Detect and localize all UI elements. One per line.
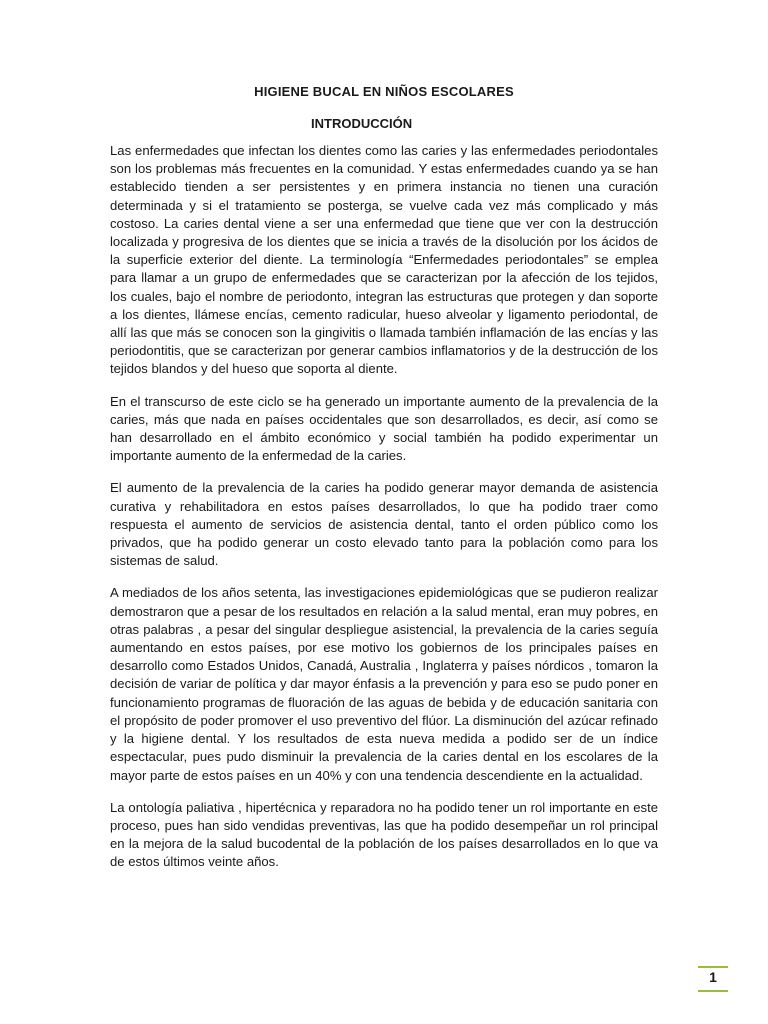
body-text	[110, 142, 658, 886]
page-number-rule-top	[698, 966, 728, 968]
page-number-rule-bottom	[698, 990, 728, 992]
paragraph-5: La ontología paliativa , hipertécnica y reparadora no ha podido tener un rol importante en este proceso, pues han sido vendidas preventivas, las que ha podido desempeñar un rol principal en la mejora de la salud bucodental de la población de los países desarrollados en lo que va de estos últimos veinte años.	[110, 799, 658, 870]
paragraph-3: El aumento de la prevalencia de la caries ha podido generar mayor demanda de asistencia curativa y rehabilitadora en estos países desarrollados, lo que ha podido traer como respuesta el aumento de servicios de asistencia dental, tanto el orden público como los privados, que ha podido generar un costo elevado tanto para la población como para los sistemas de salud.	[110, 480, 658, 569]
page-number: 1	[709, 969, 717, 985]
document-title: HIGIENE BUCAL EN NIÑOS ESCOLARES	[254, 84, 514, 99]
paragraph-2: En el transcurso de este ciclo se ha generado un importante aumento de la prevalencia de la caries, más que nada en países occidentales que son desarrollados, es decir, así como se han desarrollado en el ámbito económico y social también ha podido experimentar un importante aumento de la enfermedad de la caries.	[110, 393, 658, 464]
section-heading: INTRODUCCIÓN	[311, 116, 413, 131]
paragraph-4: A mediados de los años setenta, las investigaciones epidemiológicas que se pudieron realizar demostraron que a pesar de los resultados en relación a la salud mental, eran muy pobres, en otras palabras , a pesar del singular despliegue asistencial, la prevalencia de la caries seguía aumentando en estos países, por ese motivo los gobiernos de los principales países en desarrollo como Estados Unidos, Canadá, Australia , Inglaterra y países nórdicos , tomaron la decisión de variar de política y dar mayor énfasis a la prevención y para eso se pudo poner en funcionamiento programas de fluoración de las aguas de bebida y de educación sanitaria con el propósito de poder promover el uso preventivo del flúor. La disminución del azúcar refinado y la higiene dental. Y los resultados de esta nueva medida a podido ser de un índice espectacular, pues pudo disminuir la prevalencia de la caries dental en los escolares de la mayor parte de estos países en un 40% y con una tendencia descendiente en la actualidad.	[110, 585, 658, 783]
paragraph-1: Las enfermedades que infectan los dientes como las caries y las enfermedades periodontales son los problemas más frecuentes en la comunidad. Y estas enfermedades cuando ya se han establecido tienden a ser persistentes y en primera instancia no tienen una curación determinada y si el tratamiento se posterga, se vuelve cada vez más complicado y más costoso. La caries dental viene a ser una enfermedad que tiene que ver con la destrucción localizada y progresiva de los dientes que se inicia a través de la disolución por los ácidos de la superficie exterior del diente. La terminología “Enfermedades periodontales” se emplea para llamar a un grupo de enfermedades que se caracterizan por la afección de los tejidos, los cuales, bajo el nombre de periodonto, integran las estructuras que protegen y dan soporte a los dientes, llámese encías, cemento radicular, hueso alveolar y ligamento periodontal, de allí las que más se conocen son la gingivitis o llamada también inflamación de las encías y las periodontitis, que se caracterizan por generar cambios inflamatorios y de la destrucción de los tejidos blandos y del hueso que soporta al diente.	[110, 143, 658, 377]
